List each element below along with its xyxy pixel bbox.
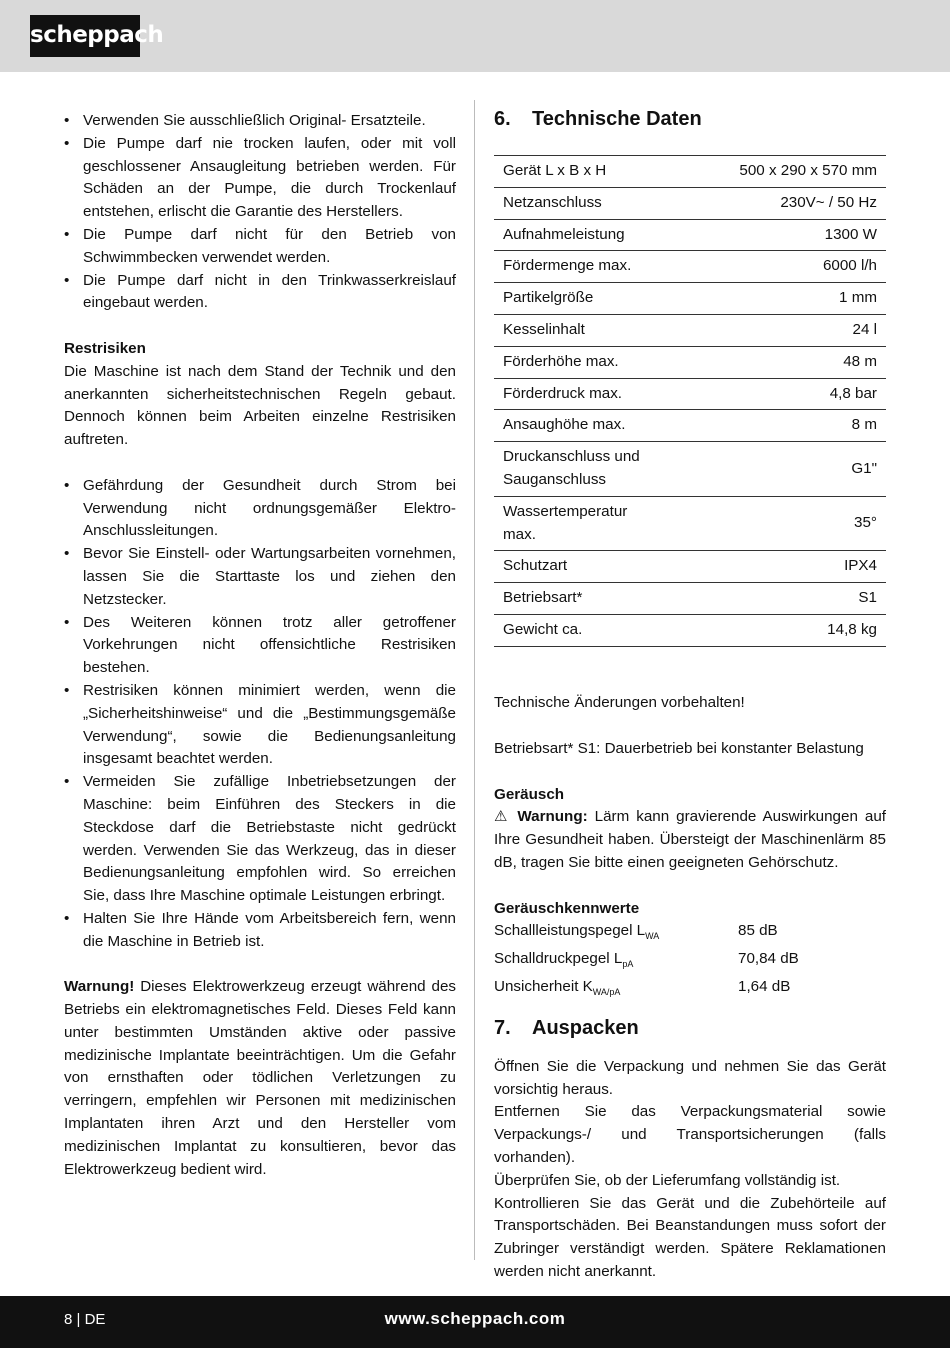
- list-item: • Restrisiken können minimiert werden, wenn die „Sicherheitshinweise“ und die „Bestimmungsgemäße Verwendung“, sowie die Bedienungsanleitung insgesamt beachtet werden.: [64, 680, 456, 771]
- section-number: 7.: [494, 1016, 511, 1039]
- spec-value: S1: [662, 583, 886, 615]
- spec-row: [494, 378, 886, 410]
- spec-label: Schutzart: [494, 551, 662, 583]
- noise-label-subscript: WA/pA: [592, 987, 621, 997]
- betriebsart-note: Betriebsart* S1: Dauerbetrieb bei konstanter Belastung: [494, 739, 864, 757]
- spec-label: Förderdruck max.: [494, 378, 662, 410]
- list-item: • Vermeiden Sie zufällige Inbetriebsetzungen der Maschine: beim Einführen des Steckers in die Steckdose darf die Betriebstaste nicht gedrückt werden. Verwenden Sie das Werkzeug, das in dieser Bedienungsanleitung empfohlen wird. So erreichen Sie, dass Ihre Maschine optimale Leistungen erbringt.: [64, 771, 456, 908]
- spec-value: IPX4: [662, 551, 886, 583]
- spec-value: 24 l: [662, 314, 886, 346]
- noise-values-table: [494, 920, 799, 1003]
- list-item: • Die Pumpe darf nicht in den Trinkwasserkreislauf eingebaut werden.: [64, 270, 456, 316]
- page-number: 8 | DE: [64, 1311, 106, 1328]
- page-header: [0, 0, 950, 72]
- spec-row: [494, 219, 886, 251]
- safety-list-1: [64, 110, 456, 315]
- spec-value: 6000 l/h: [662, 251, 886, 283]
- list-item: • Die Pumpe darf nicht für den Betrieb von Schwimmbecken verwendet werden.: [64, 224, 456, 270]
- spec-label: Netzanschluss: [494, 187, 662, 219]
- website-link[interactable]: www.scheppach.com: [384, 1309, 566, 1328]
- kennwerte-heading: Geräuschkennwerte: [494, 899, 640, 917]
- spec-label: Fördermenge max.: [494, 251, 662, 283]
- restrisiken-heading: Restrisiken: [64, 339, 146, 357]
- geraeusch-heading: Geräusch: [494, 785, 565, 803]
- section-title: Technische Daten: [532, 108, 702, 130]
- spec-value: 48 m: [662, 346, 886, 378]
- spec-label: Gerät L x B x H: [494, 156, 662, 188]
- scheppach-logo: scheppach: [30, 15, 140, 57]
- spec-value: 230V~ / 50 Hz: [662, 187, 886, 219]
- list-item: • Bevor Sie Einstell- oder Wartungsarbeiten vornehmen, lassen Sie die Starttaste los und ziehen den Netzstecker.: [64, 543, 456, 611]
- page-footer: [0, 1296, 950, 1348]
- safety-list-2: [64, 475, 456, 954]
- spec-value: 35°: [662, 496, 886, 551]
- noise-label: [494, 948, 738, 976]
- spec-value: 500 x 290 x 570 mm: [662, 156, 886, 188]
- spec-row: [494, 551, 886, 583]
- auspacken-text-3: Überprüfen Sie, ob der Lieferumfang vollständig ist.: [494, 1171, 841, 1189]
- column-divider: [474, 100, 475, 1260]
- technical-data-table: [494, 155, 886, 647]
- section-number: 6.: [494, 108, 511, 130]
- noise-label-subscript: pA: [622, 959, 634, 970]
- emf-warning: [64, 976, 456, 1181]
- spec-value: 8 m: [662, 410, 886, 442]
- noise-value: 1,64 dB: [738, 977, 791, 995]
- spec-row: [494, 346, 886, 378]
- noise-label: [494, 976, 738, 1004]
- spec-label: Partikelgröße: [494, 283, 662, 315]
- noise-warning-text: Lärm kann gravierende Auswirkungen auf Ihre Gesundheit haben. Übersteigt der Maschinenlärm 85 dB, tragen Sie bitte einen geeigneten Gehörschutz.: [494, 808, 886, 871]
- section-title: Auspacken: [532, 1016, 639, 1039]
- spec-row: [494, 251, 886, 283]
- noise-warning: [494, 806, 886, 874]
- noise-warning-label: Warnung:: [517, 808, 588, 826]
- warning-triangle-icon: ⚠: [494, 808, 511, 826]
- auspacken-text-4: Kontrollieren Sie das Gerät und die Zubehörteile auf Transportschäden. Bei Beanstandungen muss sofort der Zubringer verständigt werden. Spätere Reklamationen werden nicht anerkannt.: [494, 1194, 886, 1280]
- spec-value: G1": [662, 442, 886, 497]
- spec-row: [494, 187, 886, 219]
- spec-row: [494, 156, 886, 188]
- noise-label-subscript: WA: [645, 931, 660, 942]
- spec-row: [494, 410, 886, 442]
- emf-warning-text: Dieses Elektrowerkzeug erzeugt während des Betriebs ein elektromagnetisches Feld. Dieses Feld kann unter bestimmten Umständen aktive oder passive medizinische Implantate beeinträchtigen. Um die Gefahr von ernsthaften oder tödlichen Verletzungen zu verringern, empfehlen wir Personen mit medizinischen Implantaten ihren Arzt und den Hersteller vom medizinischen Implantat zu konsultieren, bevor das Elektrowerkzeug bedient wird.: [64, 978, 456, 1178]
- spec-label: Betriebsart*: [494, 583, 662, 615]
- noise-label-text: Schalldruckpegel L: [494, 950, 623, 968]
- spec-label: Druckanschluss und Sauganschluss: [494, 442, 662, 497]
- spec-label: Aufnahmeleistung: [494, 219, 662, 251]
- noise-value: 85 dB: [738, 922, 778, 940]
- noise-label-text: Schallleistungspegel L: [494, 922, 646, 940]
- changes-note: Technische Änderungen vorbehalten!: [494, 694, 745, 712]
- spec-row: [494, 283, 886, 315]
- list-item: • Des Weiteren können trotz aller getroffener Vorkehrungen nicht offensichtliche Restrisiken bestehen.: [64, 612, 456, 680]
- spec-label: Förderhöhe max.: [494, 346, 662, 378]
- spec-row: [494, 496, 886, 551]
- auspacken-text-1: Öffnen Sie die Verpackung und nehmen Sie das Gerät vorsichtig heraus.: [494, 1057, 886, 1098]
- list-item: • Halten Sie Ihre Hände vom Arbeitsbereich fern, wenn die Maschine in Betrieb ist.: [64, 908, 456, 954]
- spec-label: Gewicht ca.: [494, 614, 662, 646]
- spec-value: 14,8 kg: [662, 614, 886, 646]
- spec-row: [494, 442, 886, 497]
- spec-row: [494, 583, 886, 615]
- noise-row: [494, 920, 799, 948]
- auspacken-text-2: Entfernen Sie das Verpackungsmaterial sowie Verpackungs-/ und Transportsicherungen (falls vorhanden).: [494, 1103, 886, 1166]
- noise-row: [494, 948, 799, 976]
- noise-label-text: Unsicherheit K: [494, 977, 593, 995]
- section-7-heading: [494, 1014, 886, 1042]
- right-column: [494, 105, 886, 1284]
- left-column: [64, 110, 456, 1181]
- list-item: • Die Pumpe darf nie trocken laufen, oder mit voll geschlossener Ansaugleitung betrieben werden. Für Schäden an der Pumpe, die durch Trockenlauf entstehen, erlischt die Garantie des Herstellers.: [64, 133, 456, 224]
- list-item: • Verwenden Sie ausschließlich Original- Ersatzteile.: [64, 110, 456, 133]
- restrisiken-text: Die Maschine ist nach dem Stand der Technik und den anerkannten sicherheitstechnischen Regeln gebaut. Dennoch können beim Arbeiten einzelne Restrisiken auftreten.: [64, 362, 456, 449]
- noise-label: [494, 920, 738, 948]
- spec-value: 1300 W: [662, 219, 886, 251]
- spec-row: [494, 614, 886, 646]
- spec-value: 4,8 bar: [662, 378, 886, 410]
- noise-value: 70,84 dB: [738, 950, 799, 968]
- list-item: • Gefährdung der Gesundheit durch Strom bei Verwendung nicht ordnungsgemäßer Elektro-Anschlussleitungen.: [64, 475, 456, 543]
- section-6-heading: [494, 105, 886, 133]
- spec-label: Wassertemperatur max.: [494, 496, 662, 551]
- spec-row: [494, 314, 886, 346]
- noise-row: [494, 976, 799, 1004]
- spec-label: Kesselinhalt: [494, 314, 662, 346]
- spec-value: 1 mm: [662, 283, 886, 315]
- emf-warning-label: Warnung!: [64, 978, 135, 996]
- spec-label: Ansaughöhe max.: [494, 410, 662, 442]
